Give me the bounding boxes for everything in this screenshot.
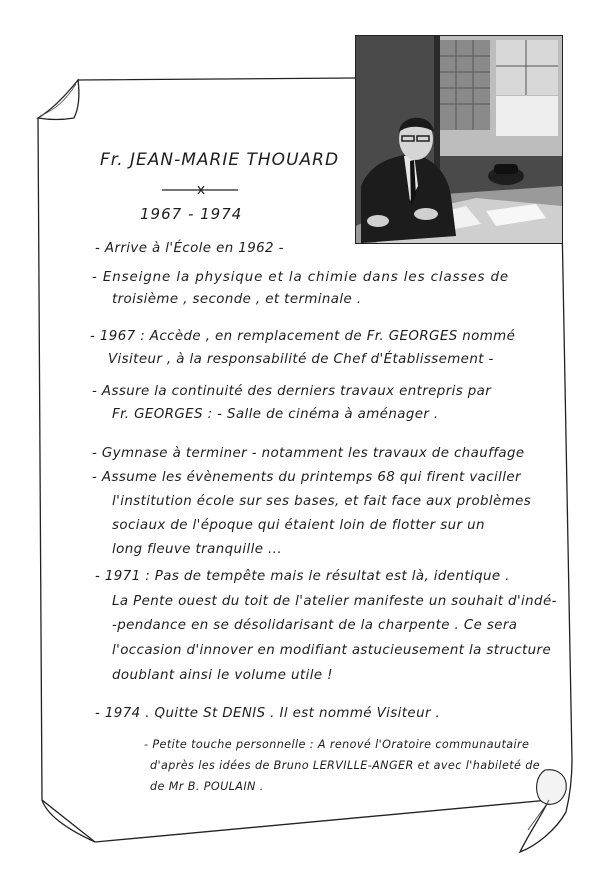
text-line: - Assume les évènements du printemps 68 qui firent vaciller — [92, 470, 521, 485]
text-line: - Petite touche personnelle : A renové l'Oratoire communautaire — [144, 738, 530, 751]
text-line: -pendance en se désolidarisant de la charpente . Ce sera — [112, 618, 518, 633]
text-line: La Pente ouest du toit de l'atelier manifeste un souhait d'indé- — [112, 594, 557, 609]
text-line: Fr. GEORGES : - Salle de cinéma à aménager . — [112, 407, 439, 422]
text-line: - Gymnase à terminer - notamment les travaux de chauffage — [92, 446, 525, 461]
text-line: de Mr B. POULAIN . — [150, 780, 264, 793]
text-line: - Arrive à l'École en 1962 - — [95, 241, 284, 256]
ornamental-divider — [160, 185, 240, 195]
text-line: - Enseigne la physique et la chimie dans les classes de — [92, 270, 510, 285]
text-line: - 1974 . Quitte St DENIS . Il est nommé Visiteur . — [95, 706, 441, 721]
text-line: - Assure la continuité des derniers travaux entrepris par — [92, 384, 492, 399]
person-name-title: Fr. JEAN-MARIE THOUARD — [100, 150, 340, 170]
text-line: l'institution école sur ses bases, et fait face aux problèmes — [112, 494, 532, 509]
tenure-years: 1967 - 1974 — [140, 205, 243, 223]
text-line: l'occasion d'innover en modifiant astucieusement la structure — [112, 643, 552, 658]
portrait-photo — [355, 35, 563, 244]
text-line: long fleuve tranquille ... — [112, 542, 282, 557]
text-line: - 1967 : Accède , en remplacement de Fr. GEORGES nommé — [90, 329, 516, 344]
text-line: Visiteur , à la responsabilité de Chef d'Établissement - — [108, 352, 494, 367]
text-line: sociaux de l'époque qui étaient loin de flotter sur un — [112, 518, 485, 533]
text-line: troisième , seconde , et terminale . — [112, 292, 362, 307]
text-line: d'après les idées de Bruno LERVILLE-ANGER et avec l'habileté de — [150, 759, 541, 772]
text-line: doublant ainsi le volume utile ! — [112, 668, 333, 683]
text-line: - 1971 : Pas de tempête mais le résultat est là, identique . — [95, 569, 510, 584]
